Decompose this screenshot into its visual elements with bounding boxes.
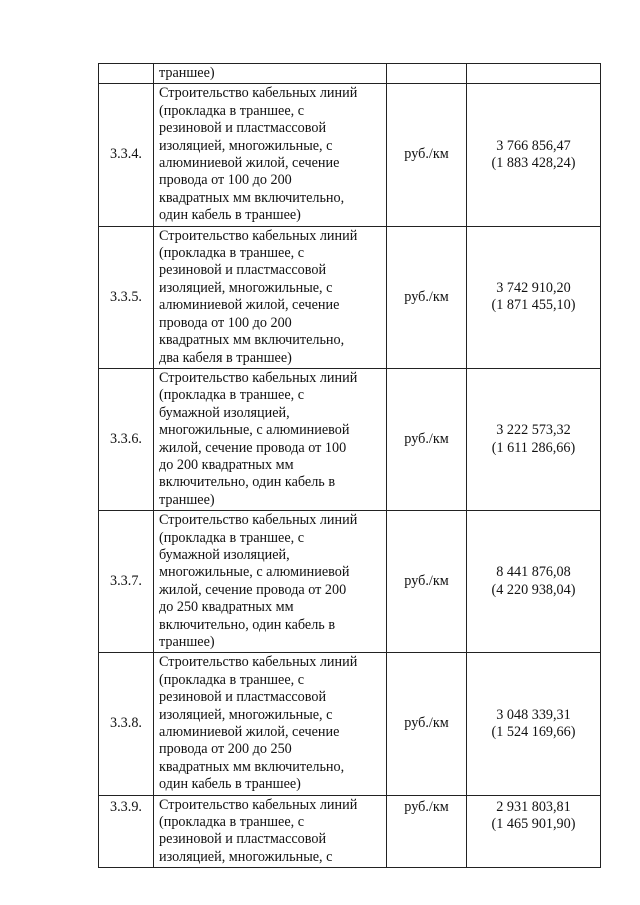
row-unit-cell: руб./км [387, 795, 467, 868]
row-value-cell: 3 766 856,47 (1 883 428,24) [467, 84, 601, 226]
table-row [99, 795, 601, 868]
row-description-cell: Строительство кабельных линий (прокладка в траншее, с резиновой и пластмассовой изоляцией, многожильные, с алюминиевой жилой, сечение провода от 100 до 200 квадратных мм включительно, один кабель в траншее) [154, 84, 387, 226]
table-row [99, 511, 601, 653]
row-number-cell: 3.3.5. [99, 226, 154, 368]
row-value-cell: 3 048 339,31 (1 524 169,66) [467, 653, 601, 795]
row-number-cell: 3.3.6. [99, 368, 154, 510]
row-number-cell: 3.3.7. [99, 511, 154, 653]
row-number-cell: 3.3.9. [99, 795, 154, 868]
row-description-cell: Строительство кабельных линий (прокладка в траншее, с бумажной изоляцией, многожильные, с алюминиевой жилой, сечение провода от 100 до 200 квадратных мм включительно, один кабель в траншее) [154, 368, 387, 510]
row-number-cell: 3.3.8. [99, 653, 154, 795]
row-unit-cell: руб./км [387, 368, 467, 510]
row-value-cell: 2 931 803,81 (1 465 901,90) [467, 795, 601, 868]
row-value-cell: 3 222 573,32 (1 611 286,66) [467, 368, 601, 510]
row-unit-cell: руб./км [387, 84, 467, 226]
row-unit-cell: руб./км [387, 653, 467, 795]
row-unit-cell: руб./км [387, 226, 467, 368]
row-description-cell: Строительство кабельных линий (прокладка в траншее, с резиновой и пластмассовой изоляцией, многожильные, с алюминиевой жилой, сечение провода от 200 до 250 квадратных мм включительно, один кабель в траншее) [154, 653, 387, 795]
row-description-cell: Строительство кабельных линий (прокладка в траншее, с резиновой и пластмассовой изоляцией, многожильные, с алюминиевой жилой, сечение провода от 100 до 200 квадратных мм включительно, два кабеля в траншее) [154, 226, 387, 368]
table-row [99, 226, 601, 368]
table-row [99, 653, 601, 795]
tariff-table [98, 63, 601, 868]
table-row-continuation [99, 64, 601, 84]
table-row [99, 368, 601, 510]
table-row [99, 84, 601, 226]
row-number-cell [99, 64, 154, 84]
row-value-cell [467, 64, 601, 84]
row-number-cell: 3.3.4. [99, 84, 154, 226]
row-value-cell: 3 742 910,20 (1 871 455,10) [467, 226, 601, 368]
row-description-cell: Строительство кабельных линий (прокладка в траншее, с резиновой и пластмассовой изоляцией, многожильные, с [154, 795, 387, 868]
row-value-cell: 8 441 876,08 (4 220 938,04) [467, 511, 601, 653]
row-unit-cell: руб./км [387, 511, 467, 653]
row-description-cell: Строительство кабельных линий (прокладка в траншее, с бумажной изоляцией, многожильные, с алюминиевой жилой, сечение провода от 200 до 250 квадратных мм включительно, один кабель в траншее) [154, 511, 387, 653]
row-description-cell: траншее) [154, 64, 387, 84]
row-unit-cell [387, 64, 467, 84]
